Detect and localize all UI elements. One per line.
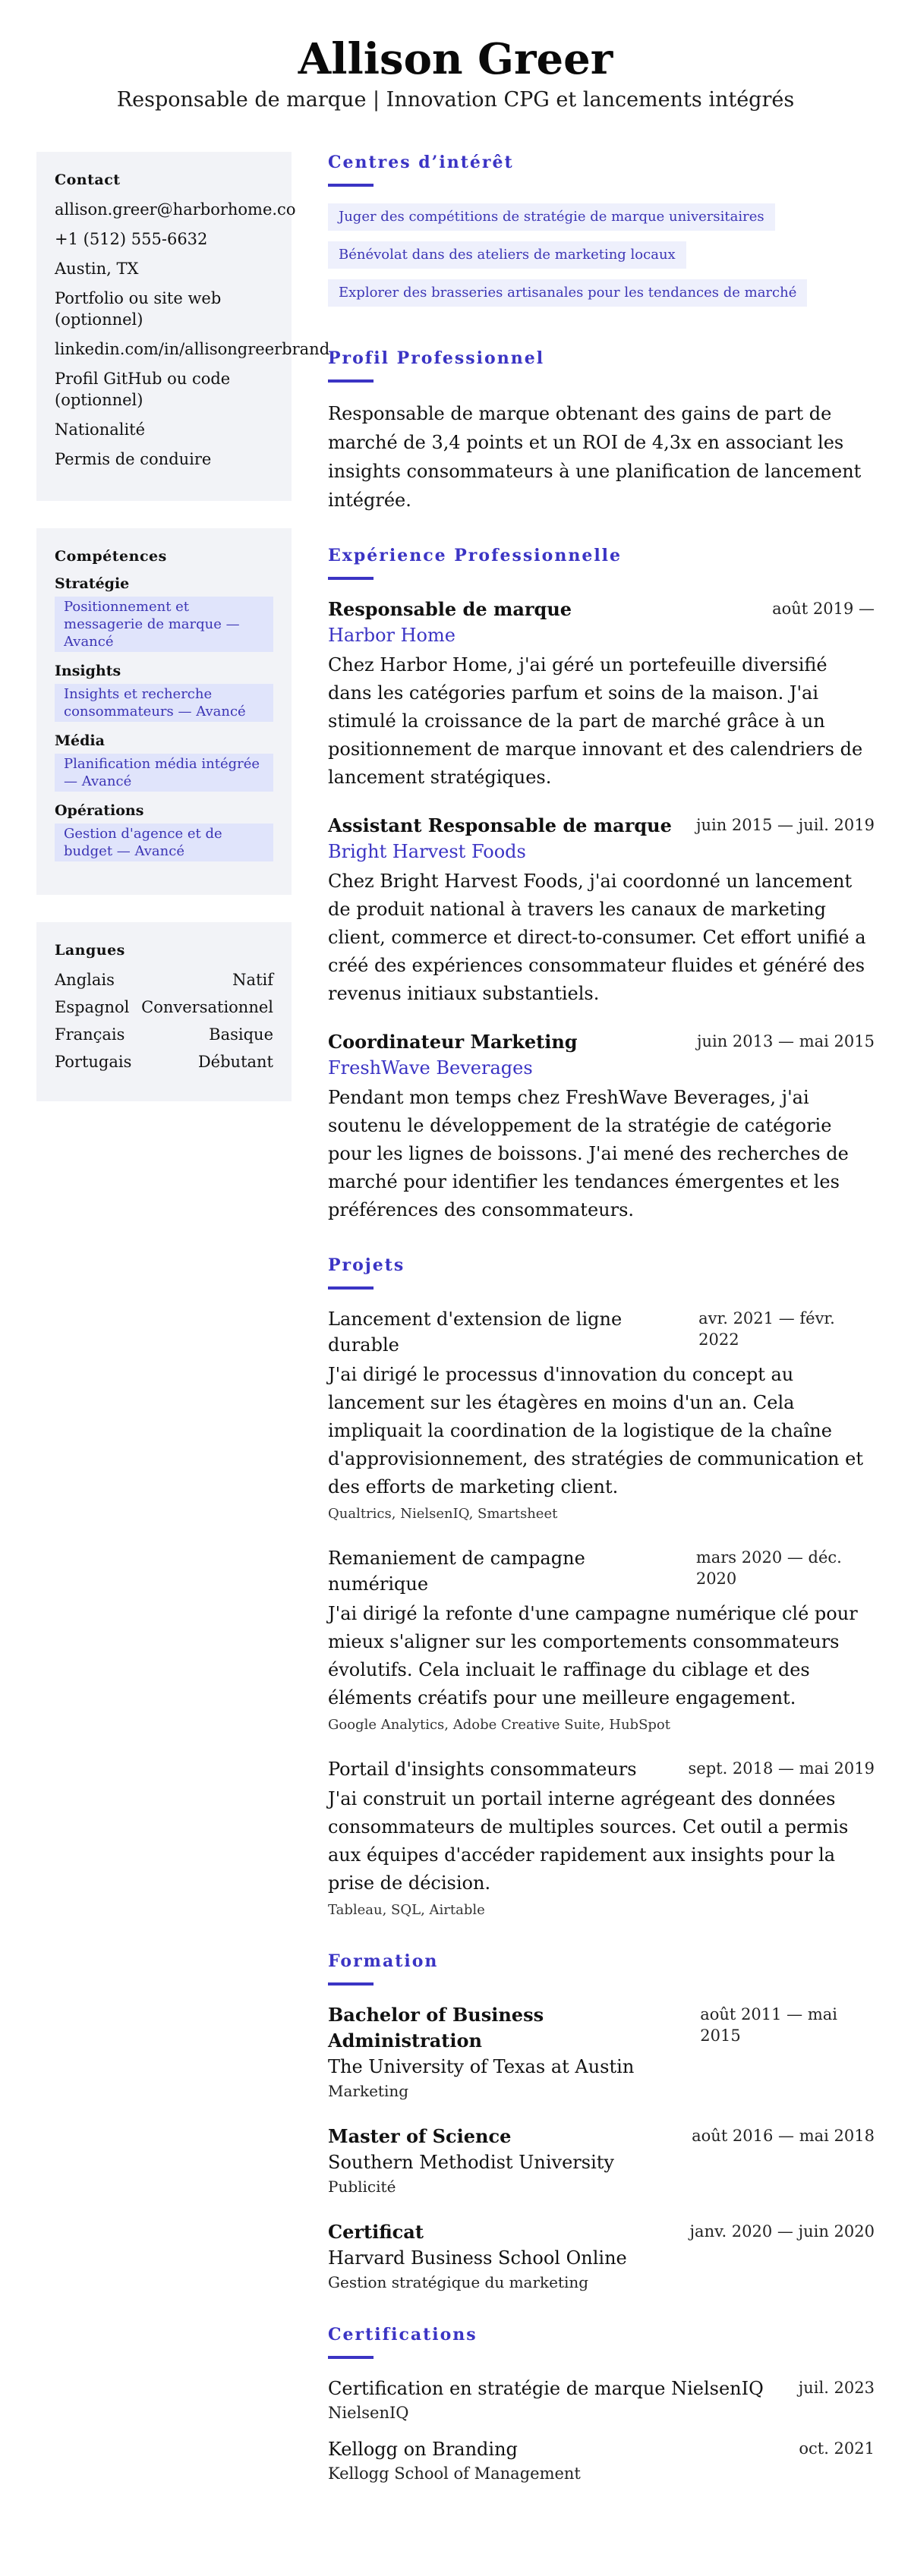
language-name: Français xyxy=(55,1025,125,1044)
certification-date: juil. 2023 xyxy=(798,2379,875,2397)
section-divider xyxy=(328,577,374,580)
certification-issuer: NielsenIQ xyxy=(328,2404,409,2422)
project-description: J'ai construit un portail interne agrégeant des données consommateurs de multiples sources. Cet outil a permis aux équipes d'accéder rapidement aux insights pour la prise de décision. xyxy=(328,1788,849,1894)
education-dates: janv. 2020 — juin 2020 xyxy=(689,2222,875,2241)
project-dates: sept. 2018 — mai 2019 xyxy=(688,1759,875,1778)
language-name: Espagnol xyxy=(55,998,130,1016)
certifications-section xyxy=(328,2324,875,2485)
education-entry xyxy=(328,2124,875,2198)
section-title: Projets xyxy=(328,1255,405,1275)
profile-section xyxy=(328,348,875,515)
degree-name: Master of Science xyxy=(328,2125,512,2147)
skill-tag: Positionnement et messagerie de marque — Avancé xyxy=(55,597,273,652)
section-divider xyxy=(328,1982,374,1986)
language-name: Anglais xyxy=(55,971,115,989)
certification-entry xyxy=(328,2376,875,2424)
languages-title: Langues xyxy=(55,942,125,959)
contact-github[interactable]: Profil GitHub ou code (optionnel) xyxy=(55,370,231,409)
skills-title: Compétences xyxy=(55,548,167,565)
contact-nationality: Nationalité xyxy=(55,420,146,439)
field-of-study: Marketing xyxy=(328,2082,409,2100)
job-title: Responsable de marque xyxy=(328,598,572,620)
main-column xyxy=(328,152,875,2515)
project-name: Lancement d'extension de ligne durable xyxy=(328,1308,623,1356)
certification-name: Kellogg on Branding xyxy=(328,2439,518,2460)
section-divider xyxy=(328,379,374,383)
project-description: J'ai dirigé la refonte d'une campagne numérique clé pour mieux s'aligner sur les comportements consommateurs évolutifs. Cela incluait le raffinage du ciblage et des éléments créatifs pour une meilleure engagement. xyxy=(328,1603,858,1708)
skills-card xyxy=(36,528,292,895)
language-row xyxy=(55,969,273,990)
school-name: Harvard Business School Online xyxy=(328,2247,627,2269)
school-name: Southern Methodist University xyxy=(328,2152,614,2173)
contact-linkedin[interactable]: linkedin.com/in/allisongreerbrand xyxy=(55,340,330,358)
job-dates: août 2019 — xyxy=(772,600,875,618)
contact-title: Contact xyxy=(55,172,121,188)
project-tools: Tableau, SQL, Airtable xyxy=(328,1902,485,1918)
skill-group-title: Média xyxy=(55,732,105,749)
certification-date: oct. 2021 xyxy=(799,2439,875,2458)
language-row xyxy=(55,997,273,1018)
language-level: Débutant xyxy=(197,1053,273,1071)
project-name: Remaniement de campagne numérique xyxy=(328,1548,585,1595)
candidate-name: Allison Greer xyxy=(298,34,613,84)
job-description: Chez Bright Harvest Foods, j'ai coordonné un lancement de produit national à travers les canaux de marketing client, commerce et direct-to-consumer. Cet effort unifié a créé des expériences consommateur fluides et généré des revenus initiaux substantiels. xyxy=(328,871,866,1004)
sidebar xyxy=(36,152,330,2515)
contact-email[interactable]: allison.greer@harborhome.co xyxy=(55,200,296,219)
job-dates: juin 2015 — juil. 2019 xyxy=(695,816,875,834)
language-name: Portugais xyxy=(55,1053,132,1071)
languages-card xyxy=(36,922,292,1101)
education-entry xyxy=(328,2219,875,2294)
section-title: Profil Professionnel xyxy=(328,348,545,368)
education-section xyxy=(328,1951,875,2294)
job-description: Chez Harbor Home, j'ai géré un portefeuille diversifié dans les catégories parfum et soins de la maison. J'ai stimulé la croissance de la part de marché grâce à un positionnement de marque innovant et des calendriers de lancement stratégiques. xyxy=(328,654,863,788)
section-divider xyxy=(328,1286,374,1290)
project-dates: avr. 2021 — févr. 2022 xyxy=(698,1309,835,1349)
experience-section xyxy=(328,545,875,1224)
skill-tag: Planification média intégrée — Avancé xyxy=(55,754,273,792)
section-title: Centres d’intérêt xyxy=(328,153,514,172)
project-tools: Qualtrics, NielsenIQ, Smartsheet xyxy=(328,1506,558,1522)
experience-entry xyxy=(328,1029,875,1224)
section-divider xyxy=(328,2356,374,2359)
skill-tag: Insights et recherche consommateurs — Avancé xyxy=(55,684,273,722)
job-dates: juin 2013 — mai 2015 xyxy=(696,1032,875,1050)
certification-name: Certification en stratégie de marque NielsenIQ xyxy=(328,2378,764,2399)
project-description: J'ai dirigé le processus d'innovation du concept au lancement sur les étagères en moins d'un an. Cela impliquait la coordination de la logistique de la chaîne d'approvisionnement, des stratégies de communication et des efforts de marketing client. xyxy=(328,1364,863,1497)
experience-entry xyxy=(328,597,875,792)
language-level: Basique xyxy=(209,1025,273,1044)
language-row xyxy=(55,1024,273,1045)
field-of-study: Gestion stratégique du marketing xyxy=(328,2273,589,2291)
contact-portfolio[interactable]: Portfolio ou site web (optionnel) xyxy=(55,289,222,329)
company-name: Bright Harvest Foods xyxy=(328,841,526,862)
education-entry xyxy=(328,2002,875,2102)
two-column-layout xyxy=(0,152,911,2515)
school-name: The University of Texas at Austin xyxy=(328,2056,635,2077)
resume-header xyxy=(0,0,911,114)
language-level: Conversationnel xyxy=(141,998,273,1016)
project-tools: Google Analytics, Adobe Creative Suite, HubSpot xyxy=(328,1717,671,1733)
section-title: Expérience Professionnelle xyxy=(328,546,623,565)
language-row xyxy=(55,1051,273,1072)
company-name: Harbor Home xyxy=(328,625,456,646)
skill-group-title: Stratégie xyxy=(55,575,130,592)
education-dates: août 2011 — mai 2015 xyxy=(700,2005,837,2045)
section-title: Formation xyxy=(328,1951,439,1971)
interest-tag: Bénévolat dans des ateliers de marketing locaux xyxy=(328,241,686,269)
project-name: Portail d'insights consommateurs xyxy=(328,1759,637,1780)
project-dates: mars 2020 — déc. 2020 xyxy=(695,1548,842,1588)
profile-summary: Responsable de marque obtenant des gains de part de marché de 3,4 points et un ROI de 4,3x en associant les insights consommateurs à une planification de lancement intégrée. xyxy=(328,403,862,511)
contact-license: Permis de conduire xyxy=(55,450,212,468)
section-divider xyxy=(328,184,374,187)
degree-name: Certificat xyxy=(328,2221,424,2243)
job-description: Pendant mon temps chez FreshWave Beverages, j'ai soutenu le développement de la stratégie de catégorie pour les lignes de boissons. J'ai mené des recherches de marché pour identifier les tendances émergentes et les préférences des consommateurs. xyxy=(328,1087,849,1220)
interest-tag: Juger des compétitions de stratégie de marque universitaires xyxy=(328,203,775,231)
certification-entry xyxy=(328,2436,875,2485)
education-dates: août 2016 — mai 2018 xyxy=(692,2127,875,2145)
job-title: Assistant Responsable de marque xyxy=(328,814,672,836)
skill-tag: Gestion d'agence et de budget — Avancé xyxy=(55,824,273,861)
company-name: FreshWave Beverages xyxy=(328,1057,533,1079)
job-title: Coordinateur Marketing xyxy=(328,1031,578,1053)
field-of-study: Publicité xyxy=(328,2178,396,2196)
contact-card xyxy=(36,152,330,501)
degree-name: Bachelor of Business Administration xyxy=(328,2004,544,2052)
interests-list xyxy=(328,203,875,317)
project-entry xyxy=(328,1545,875,1735)
interests-section xyxy=(328,152,875,317)
project-entry xyxy=(328,1306,875,1524)
projects-section xyxy=(328,1255,875,1920)
candidate-headline: Responsable de marque | Innovation CPG et lancements intégrés xyxy=(116,88,795,112)
section-title: Certifications xyxy=(328,2325,478,2345)
contact-phone[interactable]: +1 (512) 555-6632 xyxy=(55,230,208,248)
certification-issuer: Kellogg School of Management xyxy=(328,2464,581,2483)
contact-location: Austin, TX xyxy=(55,260,139,278)
skill-group-title: Insights xyxy=(55,663,121,679)
skill-group-title: Opérations xyxy=(55,802,144,819)
interest-tag: Explorer des brasseries artisanales pour les tendances de marché xyxy=(328,279,807,307)
language-level: Natif xyxy=(232,971,273,989)
experience-entry xyxy=(328,813,875,1008)
project-entry xyxy=(328,1756,875,1920)
